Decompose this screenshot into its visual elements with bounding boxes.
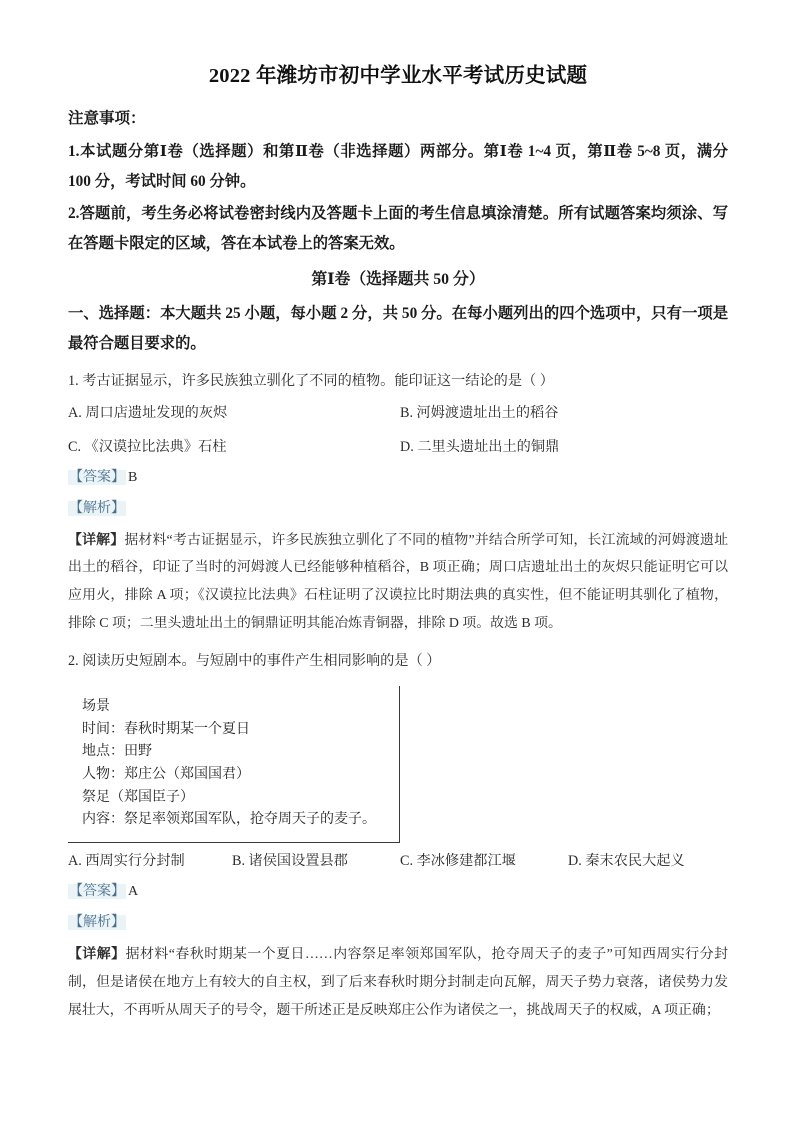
notice-heading: 注意事项： — [68, 109, 146, 127]
page-content — [68, 62, 728, 1028]
option-c[interactable]: C. 李冰修建都江堰 — [400, 853, 516, 870]
question-options — [68, 849, 728, 873]
option-b[interactable]: B. 诸侯国设置县郡 — [232, 853, 348, 870]
scene-line: 内容：祭足率领郑国军队，抢夺周天子的麦子。 — [82, 812, 376, 828]
answer-value: B — [128, 470, 138, 485]
detail-text: 据材料“考古证据显示，许多民族独立驯化了不同的植物”并结合所学可知，长江流域的河姆渡遗址出土的稻谷，印证了当时的河姆渡人已经能够种植稻谷，B 项正确；周口店遗址出土的灰烬只能证明它可以应用火，排除 A 项；《汉谟拉比法典》石柱证明了汉谟拉比时期法典的真实性，但不能证明其驯化了植物，排除 C 项；二里头遗址出土的铜鼎证明其能冶炼青铜器，排除 D 项。故选 B 项。 — [68, 532, 728, 632]
question-stem: 2. 阅读历史短剧本。与短剧中的事件产生相同影响的是（ ） — [68, 652, 441, 669]
answer-value: A — [128, 884, 139, 900]
scene-line: 时间：春秋时期某一个夏日 — [82, 721, 250, 737]
option-a[interactable]: A. 周口店遗址发现的灰烬 — [68, 404, 228, 421]
analysis-line — [68, 497, 728, 521]
question-block — [68, 368, 728, 637]
scene-line: 祭足（郑国臣子） — [82, 789, 194, 805]
scene-line: 场景 — [82, 699, 110, 715]
explanation-paragraph — [68, 527, 728, 638]
scene-script-box — [68, 686, 400, 843]
option-a[interactable]: A. 西周实行分封制 — [68, 853, 185, 870]
page-title: 2022 年潍坊市初中学业水平考试历史试题 — [208, 65, 588, 87]
notice-item-2: 2.答题前，考生务必将试卷密封线内及答题卡上面的考生信息填涂清楚。所有试题答案均须涂、写在答题卡限定的区域，答在本试卷上的答案无效。 — [68, 205, 728, 252]
detail-label: 【详解】 — [68, 532, 125, 548]
section-heading-part1: 第Ⅰ卷（选择题共 50 分） — [311, 270, 485, 288]
option-d[interactable]: D. 秦末农民大起义 — [568, 853, 685, 870]
detail-text: 据材料“春秋时期某一个夏日……内容祭足率领郑国军队，抢夺周天子的麦子”可知西周实行分封制，但是诸侯在地方上有较大的自主权，到了后来春秋时期分封制走向瓦解，周天子势力衰落，诸侯势力发展壮大，不再听从周天子的号令，题干所述正是反映郑庄公作为诸侯之一，挑战周天子的权威，A 项正确； — [68, 946, 728, 1018]
notice-item-1: 1.本试题分第Ⅰ卷（选择题）和第Ⅱ卷（非选择题）两部分。第Ⅰ卷 1~4 页，第Ⅱ卷 5~8 页，满分 100 分，考试时间 60 分钟。 — [68, 143, 728, 191]
answer-line — [68, 466, 728, 490]
option-d[interactable]: D. 二里头遗址出土的铜鼎 — [400, 438, 560, 455]
question-stem: 1. 考古证据显示，许多民族独立驯化了不同的植物。能印证这一结论的是（ ） — [68, 373, 554, 390]
question-block — [68, 648, 728, 1024]
answer-label: 【答案】 — [69, 470, 125, 485]
analysis-label: 【解析】 — [69, 915, 125, 931]
detail-label: 【详解】 — [68, 946, 126, 962]
answer-label: 【答案】 — [69, 884, 125, 900]
analysis-line — [68, 911, 728, 935]
scene-line: 地点：田野 — [82, 744, 152, 760]
option-c[interactable]: C. 《汉谟拉比法典》石柱 — [68, 438, 227, 455]
answer-line — [68, 880, 728, 904]
section-intro: 一、选择题：本大题共 25 小题，每小题 2 分，共 50 分。在每小题列出的四个选项中，只有一项是最符合题目要求的。 — [68, 304, 728, 352]
scene-line: 人物：郑庄公（郑国国君） — [82, 767, 250, 783]
analysis-label: 【解析】 — [69, 500, 125, 516]
explanation-paragraph — [68, 941, 728, 1024]
question-options — [68, 401, 728, 459]
option-b[interactable]: B. 河姆渡遗址出土的稻谷 — [400, 404, 559, 421]
